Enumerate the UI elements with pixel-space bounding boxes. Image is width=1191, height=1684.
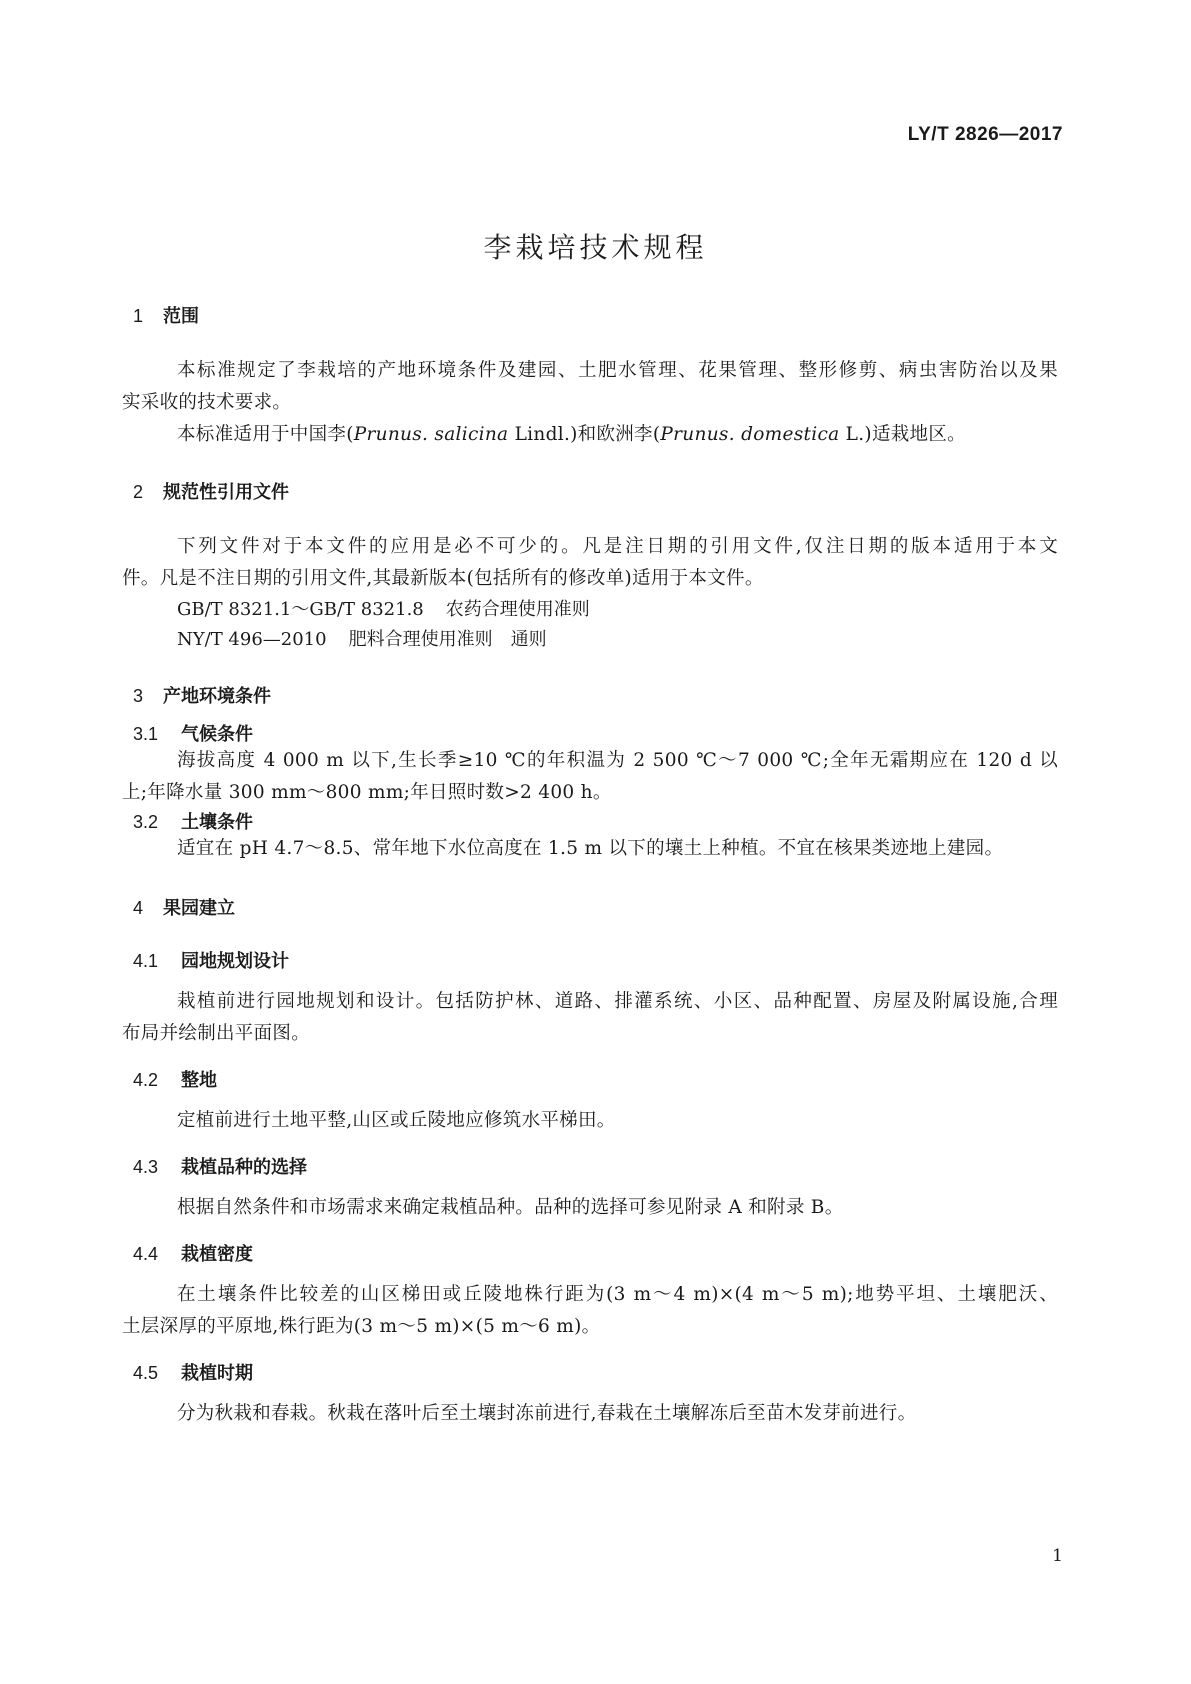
page-number: 1 (1052, 1546, 1063, 1566)
subsection-title: 整地 (181, 1070, 217, 1091)
subsection-number: 4.2 (133, 1070, 159, 1090)
subsection-heading (133, 1066, 217, 1092)
paragraph-line: 件。凡是不注日期的引用文件,其最新版本(包括所有的修改单)适用于本文件。 (122, 568, 764, 589)
section-number: 1 (133, 306, 144, 326)
section-number: 4 (133, 898, 144, 918)
subsection-heading (133, 1153, 307, 1179)
subsection-title: 栽植品种的选择 (181, 1157, 307, 1178)
paragraph-line: 在土壤条件比较差的山区梯田或丘陵地株行距为(3 m～4 m)×(4 m～5 m);地势平坦、土壤肥沃、 (177, 1284, 1058, 1305)
text-run: L.)适栽地区。 (839, 424, 966, 445)
paragraph-line: 土层深厚的平原地,株行距为(3 m～5 m)×(5 m～6 m)。 (122, 1316, 601, 1337)
paragraph-line: 海拔高度 4 000 m 以下,生长季≥10 ℃的年积温为 2 500 ℃～7 000 ℃;全年无霜期应在 120 d 以 (177, 750, 1058, 771)
reference-item (177, 625, 547, 651)
subsection-heading (133, 947, 289, 973)
subsection-title: 栽植时期 (181, 1363, 253, 1384)
paragraph-line: 上;年降水量 300 mm～800 mm;年日照时数>2 400 h。 (122, 782, 612, 803)
text-run: 本标准适用于中国李( (177, 424, 354, 445)
paragraph-line: 布局并绘制出平面图。 (122, 1023, 311, 1044)
document-title: 李栽培技术规程 (483, 231, 708, 264)
subsection-number: 4.1 (133, 951, 159, 971)
section-heading-normative-references (133, 478, 289, 504)
subsection-number: 4.3 (133, 1157, 159, 1177)
reference-title: 农药合理使用准则 (445, 599, 590, 620)
reference-item (177, 595, 590, 621)
section-number: 2 (133, 482, 144, 502)
species-name: Prunus. domestica (660, 424, 840, 445)
standard-code: LY/T 2826—2017 (907, 124, 1063, 145)
subsection-heading (133, 1240, 253, 1266)
subsection-title: 栽植密度 (181, 1244, 253, 1265)
paragraph-line: 分为秋栽和春栽。秋栽在落叶后至土壤封冻前进行,春栽在土壤解冻后至苗木发芽前进行。 (177, 1403, 917, 1424)
paragraph-line: 实采收的技术要求。 (122, 392, 292, 413)
subsection-title: 土壤条件 (181, 812, 253, 833)
paragraph-line: 栽植前进行园地规划和设计。包括防护林、道路、排灌系统、小区、品种配置、房屋及附属设施,合理 (177, 991, 1058, 1012)
paragraph-line: 适宜在 pH 4.7～8.5、常年地下水位高度在 1.5 m 以下的壤土上种植。不宜在核果类迹地上建园。 (177, 838, 1004, 859)
section-heading-orchard (133, 894, 235, 920)
section-number: 3 (133, 686, 144, 706)
subsection-number: 3.2 (133, 812, 159, 832)
reference-code: GB/T 8321.1～GB/T 8321.8 (177, 599, 424, 620)
subsection-heading (133, 1359, 253, 1385)
subsection-heading (133, 808, 253, 834)
species-name: Prunus. salicina (353, 424, 509, 445)
section-title: 果园建立 (163, 898, 235, 919)
section-title: 规范性引用文件 (163, 482, 289, 503)
subsection-title: 园地规划设计 (181, 951, 289, 972)
section-heading-scope (133, 302, 199, 328)
section-title: 产地环境条件 (163, 686, 271, 707)
paragraph-line: 下列文件对于本文件的应用是必不可少的。凡是注日期的引用文件,仅注日期的版本适用于本文 (177, 536, 1058, 557)
paragraph-line: 根据自然条件和市场需求来确定栽植品种。品种的选择可参见附录 A 和附录 B。 (177, 1197, 844, 1218)
subsection-number: 3.1 (133, 724, 159, 744)
text-run: Lindl.)和欧洲李( (508, 424, 661, 445)
paragraph-line: 本标准规定了李栽培的产地环境条件及建园、土肥水管理、花果管理、整形修剪、病虫害防治以及果 (177, 360, 1058, 381)
section-heading-environment (133, 682, 271, 708)
reference-code: NY/T 496—2010 (177, 629, 327, 650)
paragraph-line (122, 418, 1058, 452)
section-title: 范围 (163, 306, 199, 327)
subsection-heading (133, 720, 253, 746)
subsection-number: 4.5 (133, 1363, 159, 1383)
subsection-number: 4.4 (133, 1244, 159, 1264)
reference-title: 肥料合理使用准则 通则 (348, 629, 547, 650)
paragraph-line: 定植前进行土地平整,山区或丘陵地应修筑水平梯田。 (177, 1110, 616, 1131)
subsection-title: 气候条件 (181, 724, 253, 745)
